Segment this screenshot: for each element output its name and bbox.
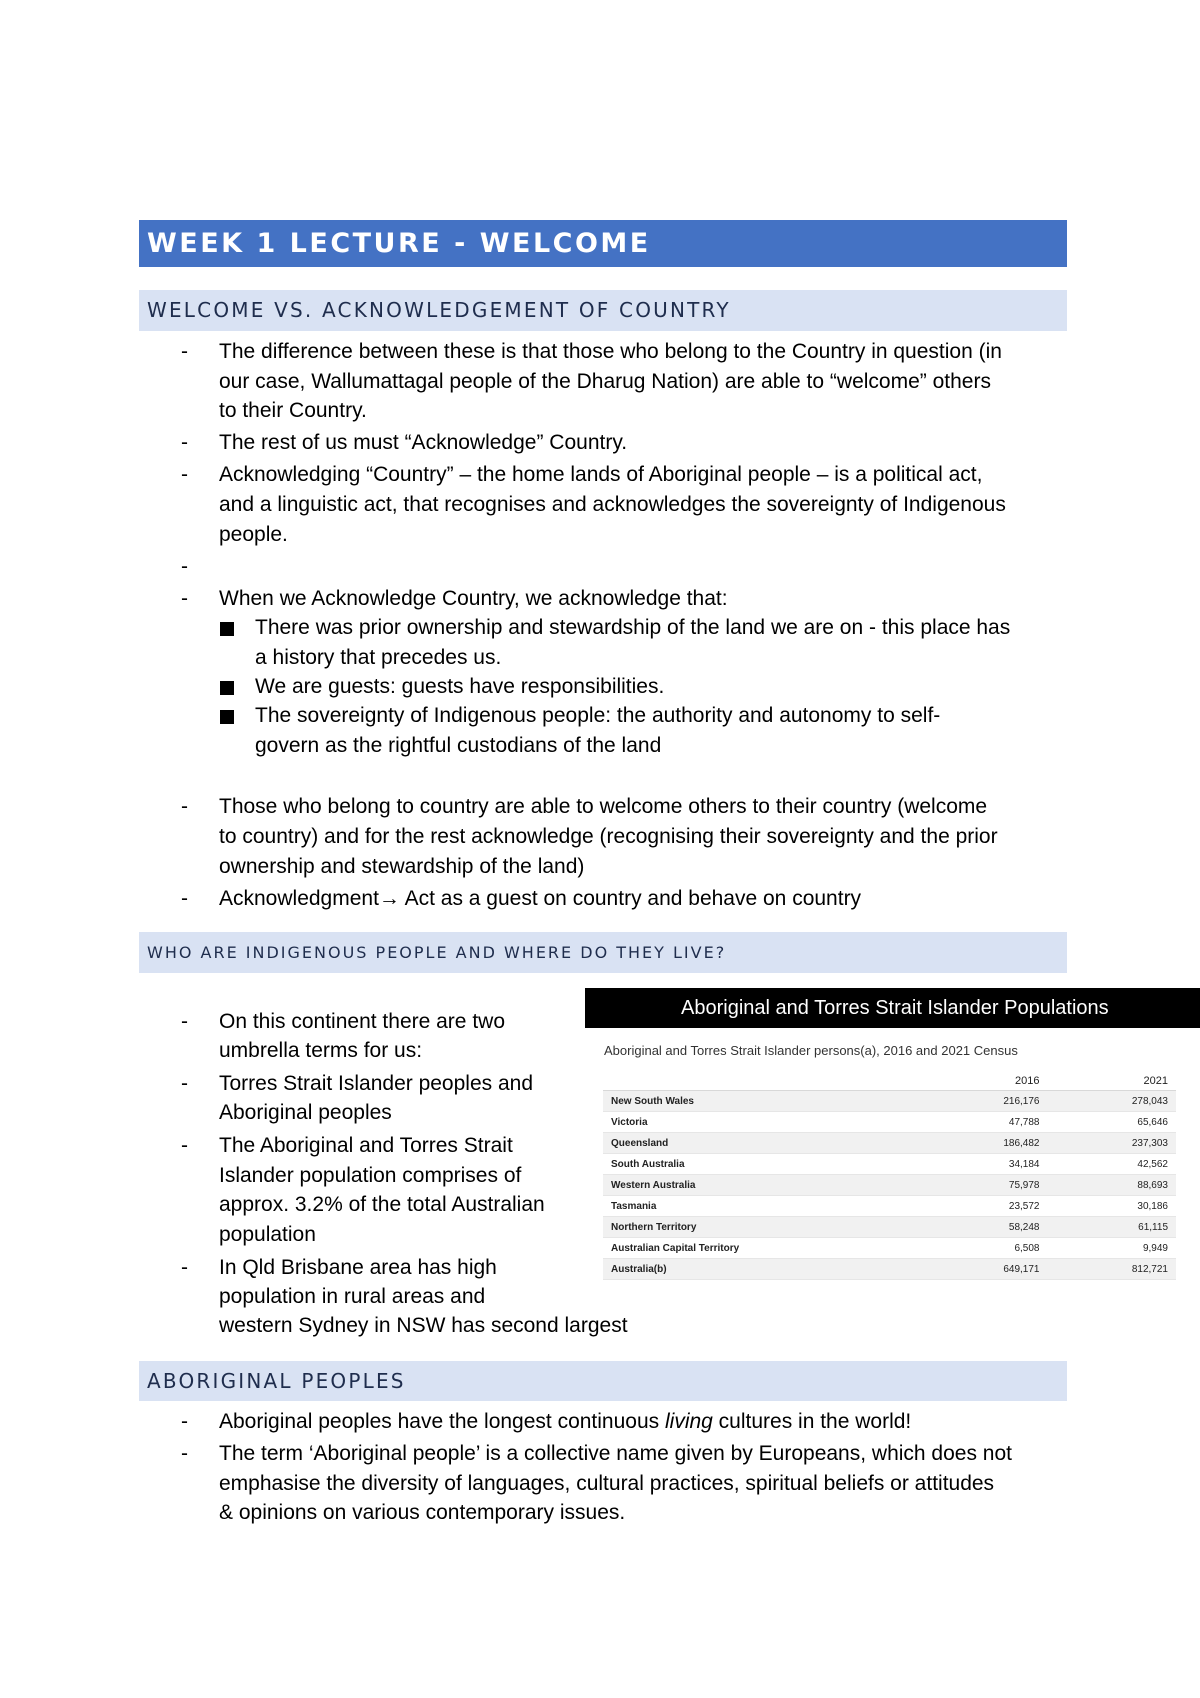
bullet-dash: -: [181, 1010, 188, 1033]
bullet-dash: -: [181, 431, 188, 454]
square-bullet-icon: [220, 710, 234, 724]
table-row: [603, 1196, 1176, 1217]
bullet-text: Aboriginal peoples: [219, 1101, 392, 1124]
bullet-text: The Aboriginal and Torres Strait: [219, 1134, 513, 1157]
table-cell-state: Victoria: [603, 1112, 919, 1133]
bullet-text: When we Acknowledge Country, we acknowledge that:: [219, 587, 728, 610]
bullet-text: umbrella terms for us:: [219, 1039, 423, 1062]
page-title: WEEK 1 LECTURE - WELCOME: [139, 220, 1067, 267]
table-cell-2016: 23,572: [919, 1196, 1048, 1217]
table-cell-2016: 6,508: [919, 1238, 1048, 1259]
table-row: [603, 1133, 1176, 1154]
sub-bullet-text: The sovereignty of Indigenous people: the authority and autonomy to self-: [255, 704, 941, 727]
sub-bullet-text: We are guests: guests have responsibilities.: [255, 675, 665, 698]
bullet-dash: -: [181, 1072, 188, 1095]
bullet-text: western Sydney in NSW has second largest: [219, 1314, 628, 1337]
table-cell-2021: 812,721: [1048, 1259, 1177, 1280]
bullet-text: Islander population comprises of: [219, 1164, 522, 1187]
bullet-text: people.: [219, 523, 288, 546]
bullet-dash: -: [181, 463, 188, 486]
table-cell-2021: 30,186: [1048, 1196, 1177, 1217]
section-heading-who-are-indigenous: WHO ARE INDIGENOUS PEOPLE AND WHERE DO THEY LIVE?: [139, 932, 1067, 973]
table-cell-2021: 42,562: [1048, 1154, 1177, 1175]
sub-bullet-text: govern as the rightful custodians of the land: [255, 734, 662, 757]
table-cell-2021: 9,949: [1048, 1238, 1177, 1259]
bullet-text: and a linguistic act, that recognises and acknowledges the sovereignty of Indigenous: [219, 493, 1006, 516]
table-cell-2016: 58,248: [919, 1217, 1048, 1238]
bullet-dash: -: [181, 1256, 188, 1279]
bullet-text: emphasise the diversity of languages, cultural practices, spiritual beliefs or attitudes: [219, 1472, 995, 1495]
table-cell-2016: 649,171: [919, 1259, 1048, 1280]
table-cell-state: South Australia: [603, 1154, 919, 1175]
bullet-dash: -: [181, 795, 188, 818]
table-cell-2016: 186,482: [919, 1133, 1048, 1154]
table-row: [603, 1112, 1176, 1133]
bullet-text: & opinions on various contemporary issues.: [219, 1501, 626, 1524]
table-row: [603, 1175, 1176, 1196]
population-table-header: Aboriginal and Torres Strait Islander Populations: [585, 988, 1200, 1028]
bullet-text: to country) and for the rest acknowledge (recognising their sovereignty and the prior: [219, 825, 998, 848]
bullet-text: population in rural areas and: [219, 1285, 486, 1308]
table-cell-state: New South Wales: [603, 1091, 919, 1112]
bullet-dash: -: [181, 340, 188, 363]
table-cell-state: Tasmania: [603, 1196, 919, 1217]
bullet-text: approx. 3.2% of the total Australian: [219, 1193, 545, 1216]
table-cell-2021: 278,043: [1048, 1091, 1177, 1112]
section-heading-aboriginal-peoples: ABORIGINAL PEOPLES: [139, 1361, 1067, 1401]
square-bullet-icon: [220, 681, 234, 695]
bullet-text: Those who belong to country are able to welcome others to their country (welcome: [219, 795, 988, 818]
bullet-text: ownership and stewardship of the land): [219, 855, 585, 878]
bullet-text-part: Aboriginal peoples have the longest continuous: [219, 1410, 665, 1433]
sub-bullet-text: There was prior ownership and stewardship of the land we are on - this place has: [255, 616, 1011, 639]
table-header-cell: 2021: [1048, 1071, 1177, 1091]
table-cell-2021: 88,693: [1048, 1175, 1177, 1196]
table-cell-2016: 75,978: [919, 1175, 1048, 1196]
emphasis-living: living: [664, 1410, 713, 1433]
bullet-text: population: [219, 1223, 316, 1246]
table-cell-state: Queensland: [603, 1133, 919, 1154]
bullet-dash: -: [181, 1134, 188, 1157]
table-header-row: [603, 1071, 1176, 1091]
bullet-text: The difference between these is that those who belong to the Country in question (in: [219, 340, 1002, 363]
table-cell-state: Australia(b): [603, 1259, 919, 1280]
table-cell-2021: 61,115: [1048, 1217, 1177, 1238]
table-header-cell: 2016: [919, 1071, 1048, 1091]
bullet-text: our case, Wallumattagal people of the Dharug Nation) are able to “welcome” others: [219, 370, 991, 393]
bullet-text: On this continent there are two: [219, 1010, 505, 1033]
bullet-text: Acknowledgment→ Act as a guest on country and behave on country: [219, 887, 862, 910]
population-table: [603, 1071, 1176, 1280]
bullet-text-part: cultures in the world!: [712, 1410, 912, 1433]
table-cell-2016: 47,788: [919, 1112, 1048, 1133]
population-table-caption: Aboriginal and Torres Strait Islander persons(a), 2016 and 2021 Census: [604, 1043, 1018, 1058]
table-cell-state: Western Australia: [603, 1175, 919, 1196]
table-row: [603, 1154, 1176, 1175]
bullet-text: to their Country.: [219, 399, 367, 422]
bullet-dash: -: [181, 555, 188, 578]
square-bullet-icon: [220, 622, 234, 636]
table-cell-2016: 34,184: [919, 1154, 1048, 1175]
bullet-dash: -: [181, 887, 188, 910]
bullet-dash: -: [181, 1442, 188, 1465]
table-row: [603, 1091, 1176, 1112]
bullet-text: The rest of us must “Acknowledge” Country.: [219, 431, 628, 454]
table-cell-2016: 216,176: [919, 1091, 1048, 1112]
section-heading-welcome: WELCOME VS. ACKNOWLEDGEMENT OF COUNTRY: [139, 290, 1067, 331]
table-cell-state: Australian Capital Territory: [603, 1238, 919, 1259]
bullet-text: In Qld Brisbane area has high: [219, 1256, 497, 1279]
table-header-cell: [603, 1071, 919, 1091]
sub-bullet-text: a history that precedes us.: [255, 646, 502, 669]
bullet-text: The term ‘Aboriginal people’ is a collective name given by Europeans, which does not: [219, 1442, 1012, 1465]
table-row: [603, 1238, 1176, 1259]
table-cell-state: Northern Territory: [603, 1217, 919, 1238]
table-row: [603, 1259, 1176, 1280]
bullet-dash: -: [181, 587, 188, 610]
bullet-text: Acknowledging “Country” – the home lands of Aboriginal people – is a political act,: [219, 463, 983, 486]
table-cell-2021: 237,303: [1048, 1133, 1177, 1154]
table-cell-2021: 65,646: [1048, 1112, 1177, 1133]
bullet-text: [219, 1407, 911, 1437]
table-row: [603, 1217, 1176, 1238]
bullet-text: Torres Strait Islander peoples and: [219, 1072, 534, 1095]
bullet-dash: -: [181, 1410, 188, 1433]
